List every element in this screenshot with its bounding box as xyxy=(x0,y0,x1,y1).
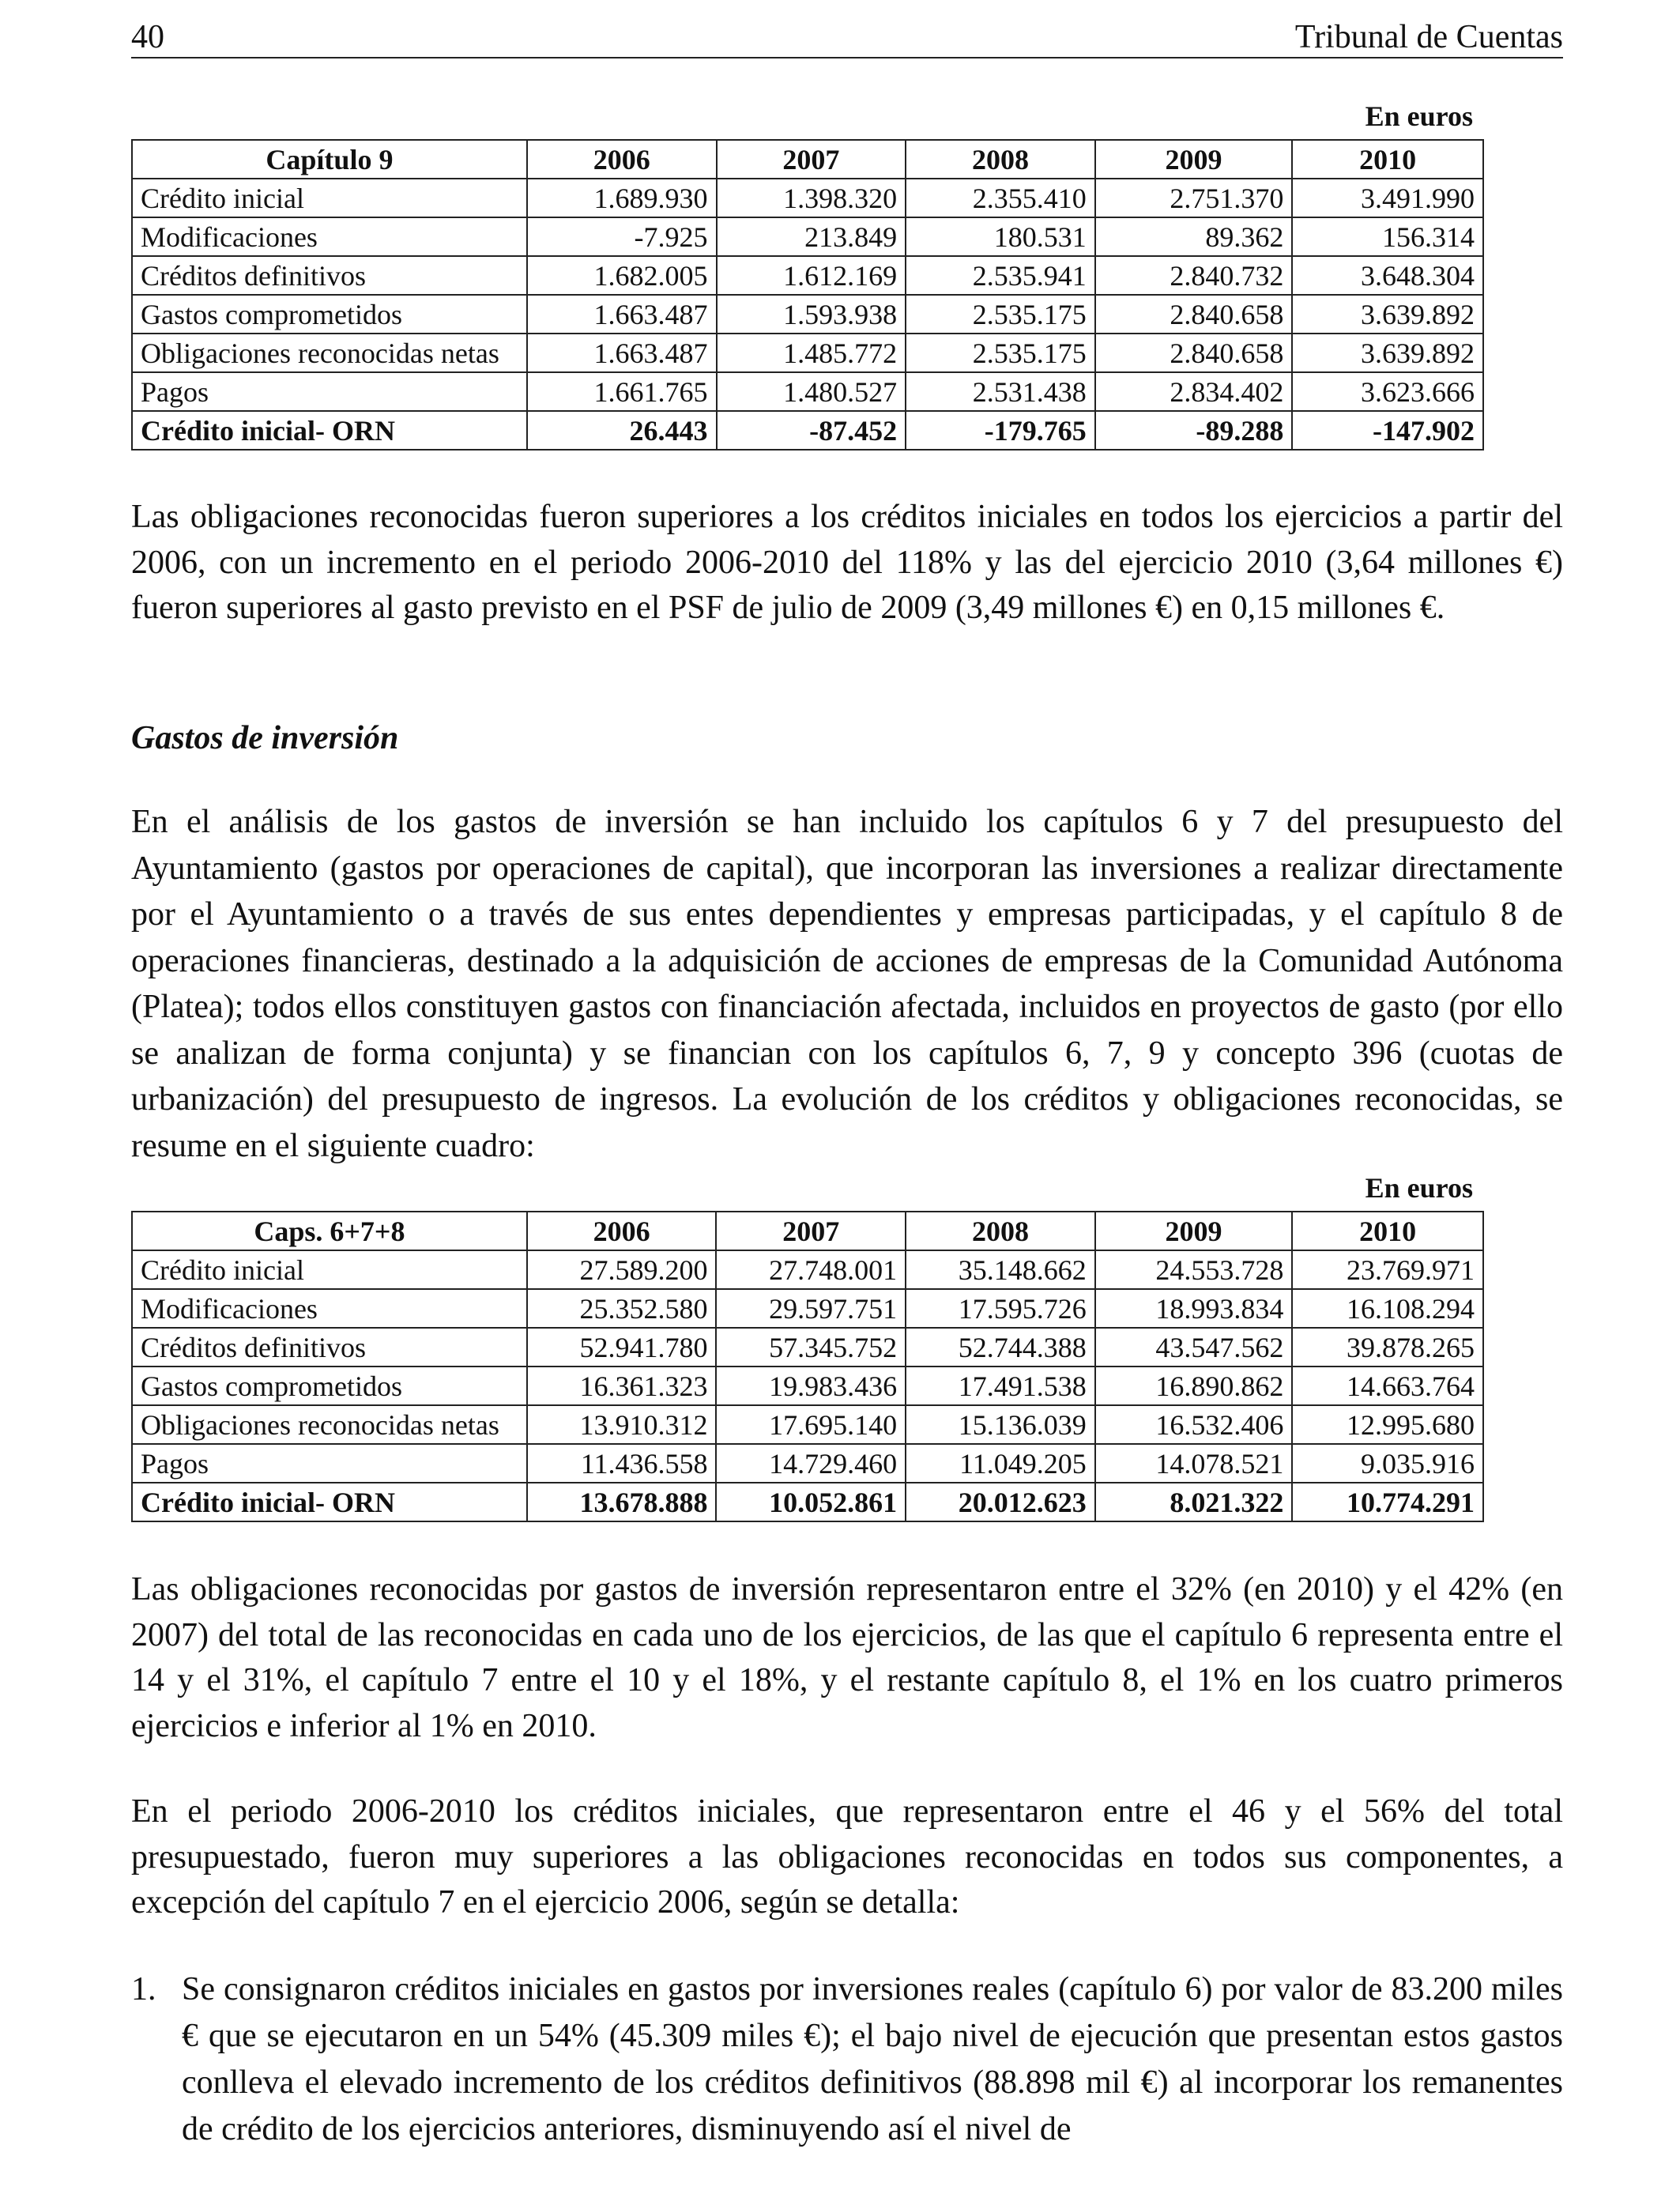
table-header-row xyxy=(132,140,1483,179)
table-row xyxy=(132,295,1483,334)
cell-value: 27.748.001 xyxy=(716,1250,906,1289)
cell-value: 16.532.406 xyxy=(1095,1405,1293,1444)
cell-value: 29.597.751 xyxy=(716,1289,906,1328)
cell-value: 17.491.538 xyxy=(906,1367,1095,1405)
row-label: Gastos comprometidos xyxy=(132,295,527,334)
cell-value: 3.639.892 xyxy=(1292,295,1483,334)
page-header xyxy=(131,17,1563,58)
cell-value: 15.136.039 xyxy=(906,1405,1095,1444)
row-label: Gastos comprometidos xyxy=(132,1367,527,1405)
cell-value: 9.035.916 xyxy=(1292,1444,1483,1483)
cell-value: 8.021.322 xyxy=(1095,1483,1293,1521)
cell-value: 57.345.752 xyxy=(716,1328,906,1367)
cell-value: 2.531.438 xyxy=(906,372,1095,411)
row-label: Modificaciones xyxy=(132,217,527,256)
paragraph-obligaciones: Las obligaciones reconocidas fueron superiores a los créditos iniciales en todos los ejercicios a partir del 2006, con un incremento en el periodo 2006-2010 del 118% y las del ejercicio 2010 (3,64 millones €) fueron superiores al gasto previsto en el PSF de julio de 2009 (3,49 millones €) en 0,15 millones €. xyxy=(131,499,1563,626)
cell-value: 43.547.562 xyxy=(1095,1328,1293,1367)
table-row xyxy=(132,1444,1483,1483)
table-row xyxy=(132,334,1483,372)
cell-value: 3.648.304 xyxy=(1292,256,1483,295)
cell-value: 3.639.892 xyxy=(1292,334,1483,372)
table-row xyxy=(132,411,1483,450)
cell-value: 14.663.764 xyxy=(1292,1367,1483,1405)
cell-value: 1.612.169 xyxy=(717,256,906,295)
table-row xyxy=(132,1250,1483,1289)
table-row xyxy=(132,179,1483,217)
list-item-number: 1. xyxy=(131,1971,156,2007)
column-header-year: 2007 xyxy=(717,140,906,179)
column-header-year: 2006 xyxy=(527,140,717,179)
cell-value: 19.983.436 xyxy=(716,1367,906,1405)
cell-value: -179.765 xyxy=(906,411,1095,450)
cell-value: 1.398.320 xyxy=(717,179,906,217)
cell-value: 26.443 xyxy=(527,411,717,450)
cell-value: 213.849 xyxy=(717,217,906,256)
cell-value: 1.593.938 xyxy=(717,295,906,334)
column-header-label: Caps. 6+7+8 xyxy=(132,1212,527,1250)
column-header-year: 2010 xyxy=(1292,140,1483,179)
cell-value: 18.993.834 xyxy=(1095,1289,1293,1328)
row-label: Modificaciones xyxy=(132,1289,527,1328)
cell-value: 27.589.200 xyxy=(527,1250,717,1289)
table-row xyxy=(132,1289,1483,1328)
cell-value: 2.355.410 xyxy=(906,179,1095,217)
cell-value: 156.314 xyxy=(1292,217,1483,256)
page-number: 40 xyxy=(131,19,164,55)
table-row xyxy=(132,1483,1483,1521)
cell-value: 180.531 xyxy=(906,217,1095,256)
cell-value: 35.148.662 xyxy=(906,1250,1095,1289)
cell-value: 16.108.294 xyxy=(1292,1289,1483,1328)
cell-value: -87.452 xyxy=(717,411,906,450)
cell-value: -7.925 xyxy=(527,217,717,256)
cell-value: 89.362 xyxy=(1095,217,1293,256)
cell-value: 17.695.140 xyxy=(716,1405,906,1444)
cell-value: 1.663.487 xyxy=(527,295,717,334)
cell-value: 12.995.680 xyxy=(1292,1405,1483,1444)
cell-value: 2.834.402 xyxy=(1095,372,1293,411)
paragraph-representacion: Las obligaciones reconocidas por gastos de inversión representaron entre el 32% (en 2010) y el 42% (en 2007) del total de las reconocidas en cada uno de los ejercicios, de las que el capítulo 6 representa entre el 14 y el 31%, el capítulo 7 entre el 10 y el 18%, y el restante capítulo 8, el 1% en los cuatro primeros ejercicios e inferior al 1% en 2010. xyxy=(131,1571,1563,1744)
cell-value: 23.769.971 xyxy=(1292,1250,1483,1289)
row-label: Pagos xyxy=(132,372,527,411)
table-row xyxy=(132,217,1483,256)
table-caps-6-7-8 xyxy=(131,1211,1484,1522)
cell-value: 24.553.728 xyxy=(1095,1250,1293,1289)
cell-value: 25.352.580 xyxy=(527,1289,717,1328)
table-row xyxy=(132,256,1483,295)
column-header-year: 2006 xyxy=(527,1212,717,1250)
section-heading: Gastos de inversión xyxy=(131,720,399,756)
cell-value: 2.840.658 xyxy=(1095,295,1293,334)
row-label: Créditos definitivos xyxy=(132,256,527,295)
column-header-year: 2008 xyxy=(906,140,1095,179)
table-row xyxy=(132,1328,1483,1367)
paragraph-periodo: En el periodo 2006-2010 los créditos iniciales, que representaron entre el 46 y el 56% del total presupuestado, fueron muy superiores a las obligaciones reconocidas en todos sus componentes, a excepción del capítulo 7 en el ejercicio 2006, según se detalla: xyxy=(131,1793,1563,1921)
cell-value: 13.910.312 xyxy=(527,1405,717,1444)
cell-value: 13.678.888 xyxy=(527,1483,717,1521)
row-label: Créditos definitivos xyxy=(132,1328,527,1367)
cell-value: 17.595.726 xyxy=(906,1289,1095,1328)
header-title: Tribunal de Cuentas xyxy=(1294,19,1563,55)
column-header-year: 2009 xyxy=(1095,1212,1293,1250)
cell-value: 2.535.175 xyxy=(906,334,1095,372)
cell-value: 20.012.623 xyxy=(906,1483,1095,1521)
table-row xyxy=(132,372,1483,411)
cell-value: 2.840.732 xyxy=(1095,256,1293,295)
cell-value: 16.890.862 xyxy=(1095,1367,1293,1405)
table1-unit: En euros xyxy=(1365,100,1473,132)
table-header-row xyxy=(132,1212,1483,1250)
cell-value: 16.361.323 xyxy=(527,1367,717,1405)
cell-value: 2.535.941 xyxy=(906,256,1095,295)
cell-value: 14.078.521 xyxy=(1095,1444,1293,1483)
cell-value: 2.840.658 xyxy=(1095,334,1293,372)
cell-value: 1.485.772 xyxy=(717,334,906,372)
table2-unit: En euros xyxy=(1365,1172,1473,1204)
column-header-label: Capítulo 9 xyxy=(132,140,527,179)
row-label: Crédito inicial xyxy=(132,1250,527,1289)
list-item-text: Se consignaron créditos iniciales en gastos por inversiones reales (capítulo 6) por valor de 83.200 miles € que se ejecutaron en un 54% (45.309 miles €); el bajo nivel de ejecución que presentan estos gastos conlleva el elevado incremento de los créditos definitivos (88.898 mil €) al incorporar los remanentes de crédito de los ejercicios anteriores, disminuyendo así el nivel de xyxy=(182,1971,1563,2147)
row-label: Obligaciones reconocidas netas xyxy=(132,334,527,372)
cell-value: 1.682.005 xyxy=(527,256,717,295)
cell-value: 3.491.990 xyxy=(1292,179,1483,217)
row-label: Crédito inicial- ORN xyxy=(132,411,527,450)
cell-value: 1.689.930 xyxy=(527,179,717,217)
cell-value: 52.941.780 xyxy=(527,1328,717,1367)
row-label: Pagos xyxy=(132,1444,527,1483)
row-label: Crédito inicial- ORN xyxy=(132,1483,527,1521)
column-header-year: 2009 xyxy=(1095,140,1293,179)
cell-value: 2.751.370 xyxy=(1095,179,1293,217)
row-label: Crédito inicial xyxy=(132,179,527,217)
cell-value: 52.744.388 xyxy=(906,1328,1095,1367)
cell-value: 10.774.291 xyxy=(1292,1483,1483,1521)
cell-value: 39.878.265 xyxy=(1292,1328,1483,1367)
column-header-year: 2010 xyxy=(1292,1212,1483,1250)
cell-value: 11.436.558 xyxy=(527,1444,717,1483)
table-capitulo-9 xyxy=(131,139,1484,450)
column-header-year: 2007 xyxy=(716,1212,906,1250)
cell-value: 1.663.487 xyxy=(527,334,717,372)
cell-value: 14.729.460 xyxy=(716,1444,906,1483)
table-row xyxy=(132,1405,1483,1444)
cell-value: -147.902 xyxy=(1292,411,1483,450)
row-label: Obligaciones reconocidas netas xyxy=(132,1405,527,1444)
cell-value: 1.480.527 xyxy=(717,372,906,411)
table-row xyxy=(132,1367,1483,1405)
cell-value: 1.661.765 xyxy=(527,372,717,411)
cell-value: 2.535.175 xyxy=(906,295,1095,334)
cell-value: 10.052.861 xyxy=(716,1483,906,1521)
cell-value: 3.623.666 xyxy=(1292,372,1483,411)
column-header-year: 2008 xyxy=(906,1212,1095,1250)
cell-value: -89.288 xyxy=(1095,411,1293,450)
paragraph-analisis-inversion: En el análisis de los gastos de inversión se han incluido los capítulos 6 y 7 del presupuesto del Ayuntamiento (gastos por operaciones de capital), que incorporan las inversiones a realizar directamente por el Ayuntamiento o a través de sus entes dependientes y empresas participadas, y el capítulo 8 de operaciones financieras, destinado a la adquisición de acciones de empresas de la Comunidad Autónoma (Platea); todos ellos constituyen gastos con financiación afectada, incluidos en proyectos de gasto (por ello se analizan de forma conjunta) y se financian con los capítulos 6, 7, 9 y concepto 396 (cuotas de urbanización) del presupuesto de ingresos. La evolución de los créditos y obligaciones reconocidas, se resume en el siguiente cuadro: xyxy=(131,804,1563,1164)
cell-value: 11.049.205 xyxy=(906,1444,1095,1483)
